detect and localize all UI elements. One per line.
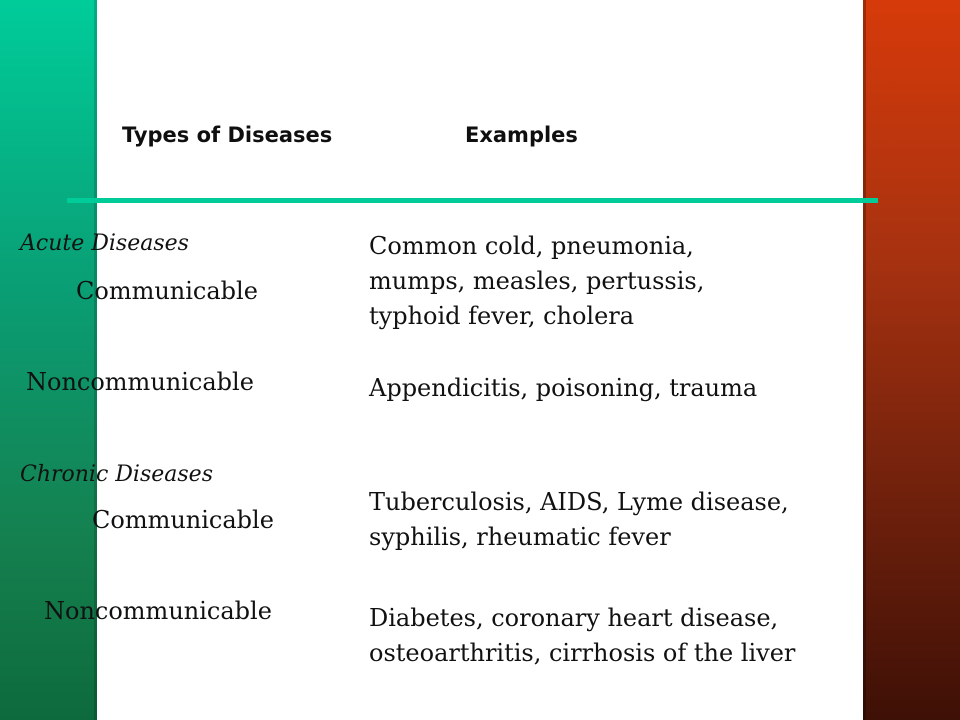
header-types-of-diseases: Types of Diseases (122, 123, 333, 147)
header-examples: Examples (465, 123, 578, 147)
example-line: typhoid fever, cholera (369, 302, 635, 330)
label-chronic-communicable: Communicable (92, 506, 274, 534)
example-line: Common cold, pneumonia, (369, 232, 694, 260)
header-divider (67, 198, 878, 203)
label-chronic-noncommunicable: Noncommunicable (44, 597, 272, 625)
right-decorative-bar (863, 0, 960, 720)
example-line: syphilis, rheumatic fever (369, 523, 671, 551)
label-acute-communicable: Communicable (76, 277, 258, 305)
examples-chronic-noncommunicable (369, 601, 795, 671)
example-line: Tuberculosis, AIDS, Lyme disease, (369, 488, 789, 516)
label-acute-noncommunicable: Noncommunicable (26, 368, 254, 396)
example-line: osteoarthritis, cirrhosis of the liver (369, 639, 796, 667)
examples-chronic-communicable (369, 485, 789, 555)
examples-acute-noncommunicable (369, 371, 757, 406)
category-chronic-diseases: Chronic Diseases (20, 462, 213, 487)
category-acute-diseases: Acute Diseases (20, 231, 189, 256)
example-line: mumps, measles, pertussis, (369, 267, 705, 295)
example-line: Diabetes, coronary heart disease, (369, 604, 779, 632)
example-line: Appendicitis, poisoning, trauma (369, 374, 758, 402)
examples-acute-communicable (369, 229, 704, 334)
